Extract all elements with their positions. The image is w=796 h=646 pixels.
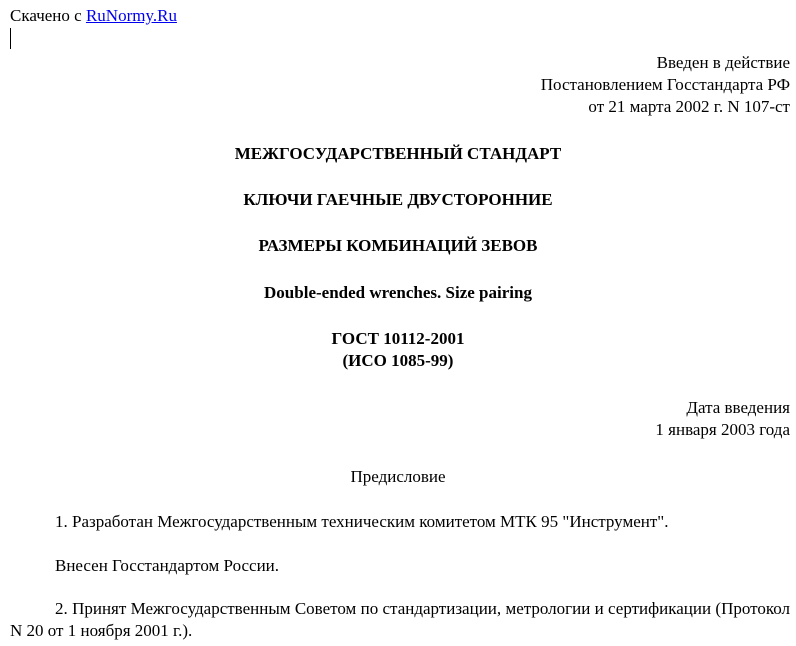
introduction-date-value: 1 января 2003 года <box>655 420 790 439</box>
enactment-block <box>541 52 790 118</box>
preface-paragraph-2: Внесен Госстандартом России. <box>55 556 280 575</box>
standard-name-english: Double-ended wrenches. Size pairing <box>264 283 532 302</box>
enactment-line-2: Постановлением Госстандарта РФ <box>540 75 790 94</box>
source-line <box>10 5 177 27</box>
enactment-line-1: Введен в действие <box>656 53 790 72</box>
introduction-date-label: Дата введения <box>686 398 790 417</box>
text-cursor <box>10 28 11 49</box>
standard-name-line-2: РАЗМЕРЫ КОМБИНАЦИЙ ЗЕВОВ <box>258 236 538 255</box>
enactment-line-3: от 21 марта 2002 г. N 107-ст <box>588 97 790 116</box>
iso-number: (ИСО 1085-99) <box>342 351 454 370</box>
introduction-date-block <box>655 397 790 441</box>
gost-number: ГОСТ 10112-2001 <box>331 329 465 348</box>
preface-paragraph-3: 2. Принят Межгосударственным Советом по стандартизации, метрологии и сертификации (Протокол N 20 от 1 ноября 2001 г.). <box>10 599 790 640</box>
preface-paragraph-1: 1. Разработан Межгосударственным техническим комитетом МТК 95 "Инструмент". <box>55 512 669 531</box>
source-prefix: Скачено с <box>10 6 82 25</box>
preface-heading: Предисловие <box>350 467 446 486</box>
source-link[interactable]: RuNormy.Ru <box>85 6 177 25</box>
standard-type-heading: МЕЖГОСУДАРСТВЕННЫЙ СТАНДАРТ <box>234 144 562 163</box>
standard-name-line-1: КЛЮЧИ ГАЕЧНЫЕ ДВУСТОРОННИЕ <box>243 190 553 209</box>
